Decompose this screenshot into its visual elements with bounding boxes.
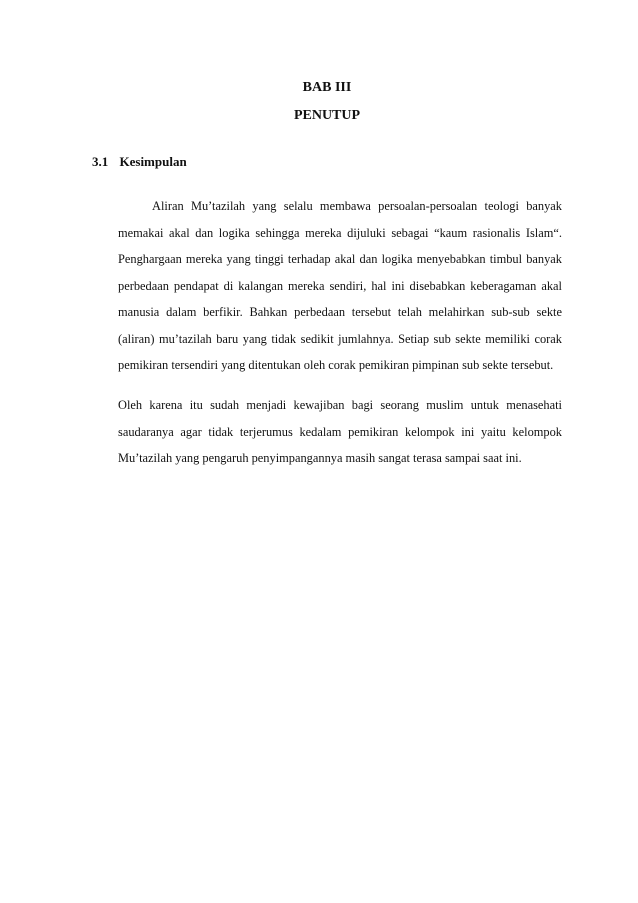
chapter-subtitle: PENUTUP xyxy=(293,108,361,123)
body-paragraph-1: Aliran Mu’tazilah yang selalu membawa persoalan-persoalan teologi banyak memakai akal dan logika sehingga mereka dijuluki sebagai “kaum rasionalis Islam“. Penghargaan mereka yang tinggi terhadap akal dan logika menyebabkan timbul banyak perbedaan pendapat di kalangan mereka sendiri, hal ini disebabkan keberagaman akal manusia dalam berfikir. Bahkan perbedaan tersebut telah melahirkan sub-sub sekte (aliran) mu’tazilah baru yang tidak sedikit jumlahnya. Setiap sub sekte memiliki corak pemikiran tersendiri yang ditentukan oleh corak pemikiran pimpinan sub sekte tersebut. xyxy=(118,199,562,372)
section-heading xyxy=(92,154,187,170)
section-title: Kesimpulan xyxy=(119,154,187,169)
section-number: 3.1 xyxy=(92,154,109,169)
body-paragraph-2: Oleh karena itu sudah menjadi kewajiban bagi seorang muslim untuk menasehati saudaranya agar tidak terjerumus kedalam pemikiran kelompok ini yaitu kelompok Mu’tazilah yang pengaruh penyimpangannya masih sangat terasa sampai saat ini. xyxy=(118,398,562,465)
chapter-title: BAB III xyxy=(302,80,352,95)
